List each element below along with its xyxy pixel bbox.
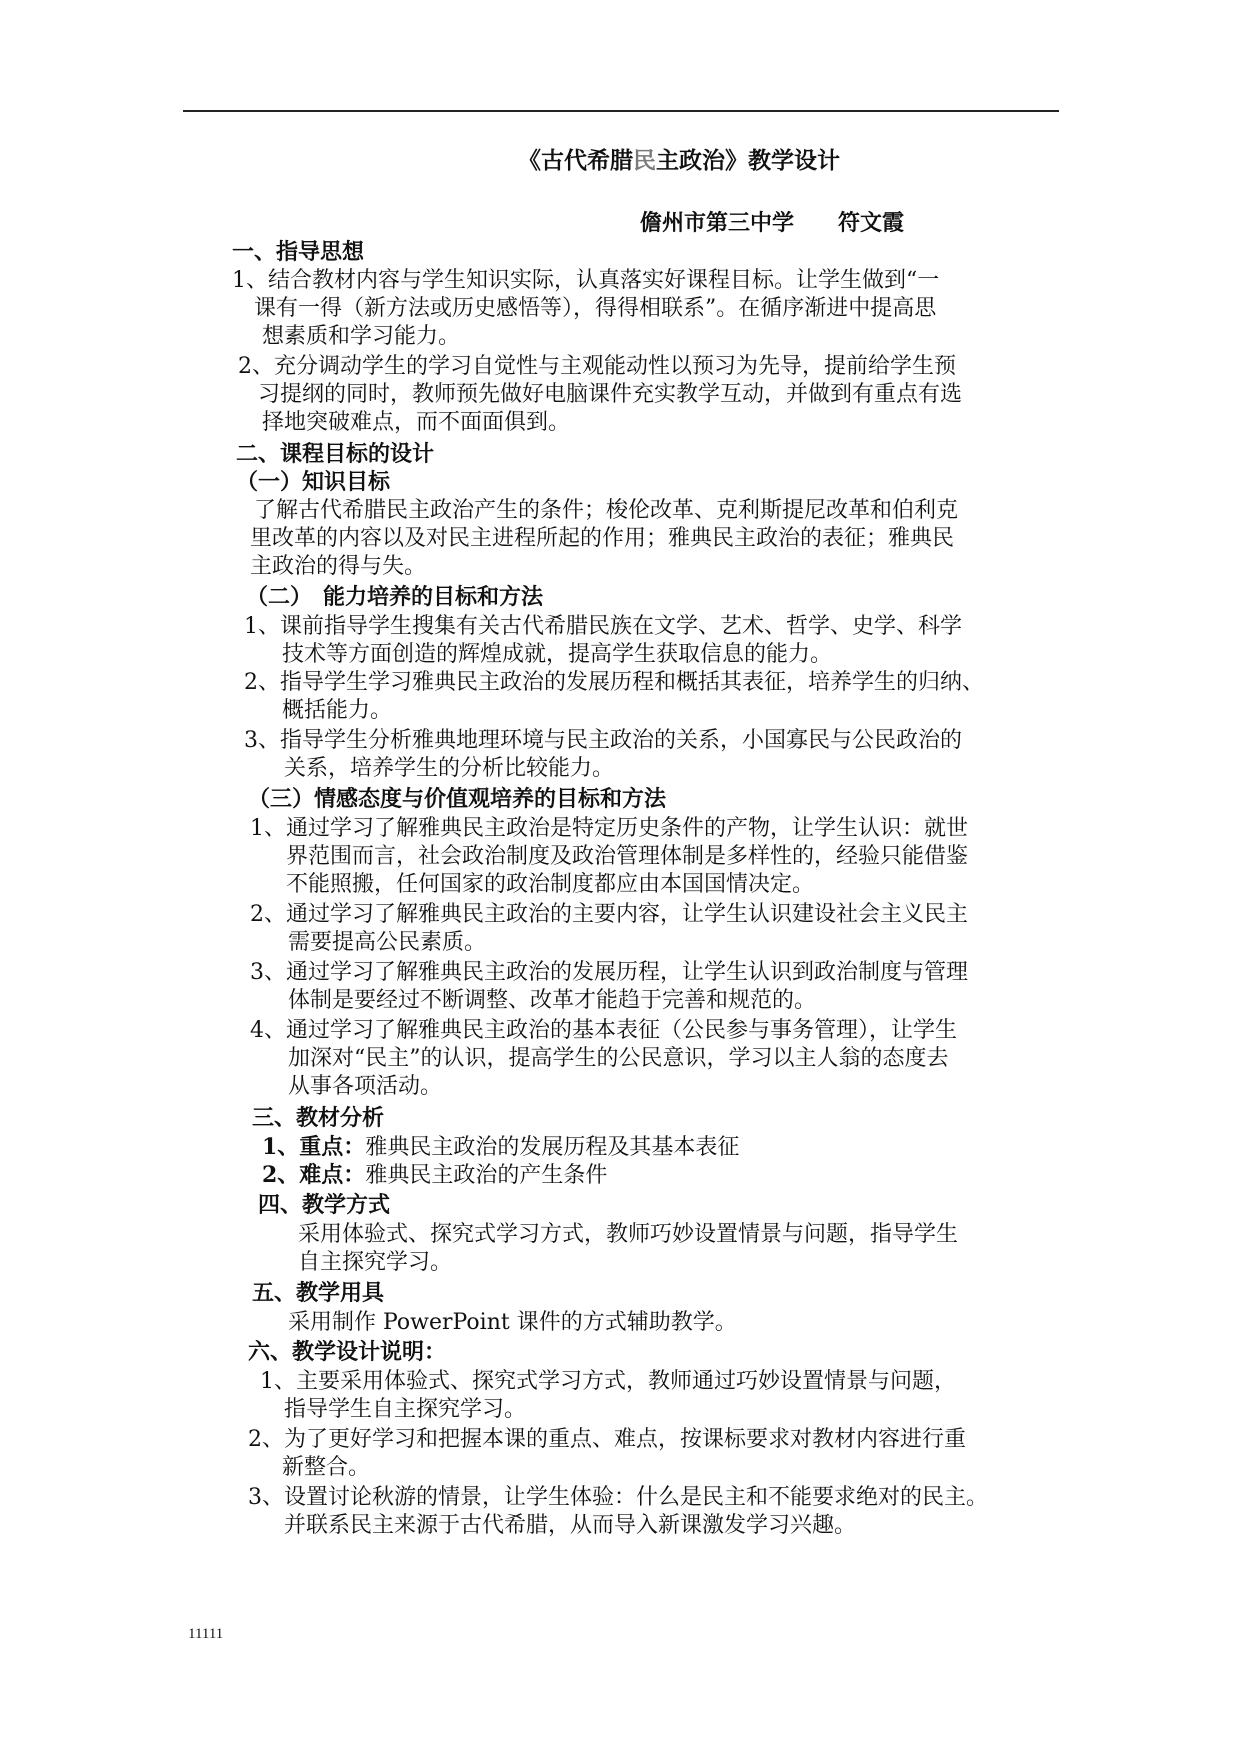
paragraph-line: 2、为了更好学习和把握本课的重点、难点，按课标要求对教材内容进行重 [248, 1427, 966, 1452]
paragraph-line: 了解古代希腊民主政治产生的条件；梭伦改革、克利斯提尼改革和伯利克 [254, 498, 959, 523]
paragraph-line: 需要提高公民素质。 [288, 930, 487, 955]
section-heading-3: 三、教材分析 [252, 1105, 385, 1131]
paragraph-line: 采用制作 PowerPoint 课件的方式辅助教学。 [288, 1310, 737, 1335]
paragraph-line: 体制是要经过不断调整、改革才能趋于完善和规范的。 [288, 988, 817, 1013]
analysis-item-key-point [262, 1133, 739, 1162]
paragraph-line: 主政治的得与失。 [250, 554, 427, 579]
paragraph-line: 自主探究学习。 [298, 1250, 453, 1275]
section-heading-2: 二、课程目标的设计 [236, 441, 435, 467]
paragraph-line: 3、指导学生分析雅典地理环境与民主政治的关系，小国寡民与公民政治的 [244, 728, 962, 753]
subsection-heading: （一）知识目标 [236, 469, 391, 495]
section-heading-4: 四、教学方式 [258, 1192, 391, 1218]
paragraph-line: 1、主要采用体验式、探究式学习方式，教师通过巧妙设置情景与问题， [260, 1369, 956, 1394]
subsection-heading: （二） 能力培养的目标和方法 [246, 584, 544, 610]
paragraph-line: 采用体验式、探究式学习方式，教师巧妙设置情景与问题，指导学生 [298, 1222, 959, 1247]
header-rule [183, 110, 1059, 112]
paragraph-line: 择地突破难点，而不面面俱到。 [262, 410, 571, 435]
title-part-1: 《古代希腊 [518, 147, 633, 174]
section-heading-6: 六、教学设计说明： [248, 1339, 447, 1365]
section-heading-1: 一、指导思想 [232, 239, 365, 265]
paragraph-line: 想素质和学习能力。 [262, 324, 461, 349]
item-label: 1、重点： [262, 1134, 366, 1160]
paragraph-line: 2、充分调动学生的学习自觉性与主观能动性以预习为先导，提前给学生预 [238, 354, 956, 379]
section-heading-5: 五、教学用具 [252, 1280, 385, 1306]
page-footer: 11111 [188, 1626, 224, 1642]
analysis-item-difficult-point [262, 1161, 607, 1190]
title-part-2: 主政治》教学设计 [656, 147, 840, 174]
document-title [518, 147, 840, 175]
item-text: 雅典民主政治的发展历程及其基本表征 [365, 1135, 740, 1160]
paragraph-line: 从事各项活动。 [288, 1074, 443, 1099]
paragraph-line: 1、通过学习了解雅典民主政治是特定历史条件的产物，让学生认识：就世 [250, 816, 968, 841]
paragraph-line: 1、课前指导学生搜集有关古代希腊民族在文学、艺术、哲学、史学、科学 [244, 614, 962, 639]
subsection-heading: （三）情感态度与价值观培养的目标和方法 [248, 786, 667, 812]
paragraph-line: 3、通过学习了解雅典民主政治的发展历程，让学生认识到政治制度与管理 [250, 960, 968, 985]
paragraph-line: 3、设置讨论秋游的情景，让学生体验：什么是民主和不能要求绝对的民主。 [248, 1485, 988, 1510]
item-label: 2、难点： [262, 1162, 366, 1188]
paragraph-line: 2、通过学习了解雅典民主政治的主要内容，让学生认识建设社会主义民主 [250, 902, 968, 927]
paragraph-line: 4、通过学习了解雅典民主政治的基本表征（公民参与事务管理），让学生 [250, 1018, 957, 1043]
paragraph-line: 课有一得（新方法或历史感悟等），得得相联系”。在循序渐进中提高思 [254, 296, 937, 321]
paragraph-line: 界范围而言，社会政治制度及政治管理体制是多样性的，经验只能借鉴 [286, 844, 969, 869]
paragraph-line: 概括能力。 [282, 698, 393, 723]
paragraph-line: 里改革的内容以及对民主进程所起的作用；雅典民主政治的表征；雅典民 [250, 526, 955, 551]
paragraph-line: 技术等方面创造的辉煌成就，提高学生获取信息的能力。 [282, 642, 833, 667]
item-text: 雅典民主政治的产生条件 [365, 1163, 608, 1188]
paragraph-line: 加深对“民主”的认识，提高学生的公民意识，学习以主人翁的态度去 [288, 1046, 949, 1071]
author-line: 儋州市第三中学 符文霞 [640, 210, 905, 236]
paragraph-line: 关系，培养学生的分析比较能力。 [284, 756, 615, 781]
title-accent-char: 民 [633, 147, 656, 174]
paragraph-line: 并联系民主来源于古代希腊，从而导入新课激发学习兴趣。 [284, 1513, 857, 1538]
paragraph-line: 1、结合教材内容与学生知识实际，认真落实好课程目标。让学生做到“一 [232, 268, 940, 293]
paragraph-line: 习提纲的同时，教师预先做好电脑课件充实教学互动，并做到有重点有选 [258, 382, 963, 407]
paragraph-line: 新整合。 [282, 1455, 371, 1480]
paragraph-line: 不能照搬，任何国家的政治制度都应由本国国情决定。 [286, 872, 815, 897]
paragraph-line: 指导学生自主探究学习。 [284, 1397, 527, 1422]
paragraph-line: 2、指导学生学习雅典民主政治的发展历程和概括其表征，培养学生的归纳、 [244, 670, 984, 695]
